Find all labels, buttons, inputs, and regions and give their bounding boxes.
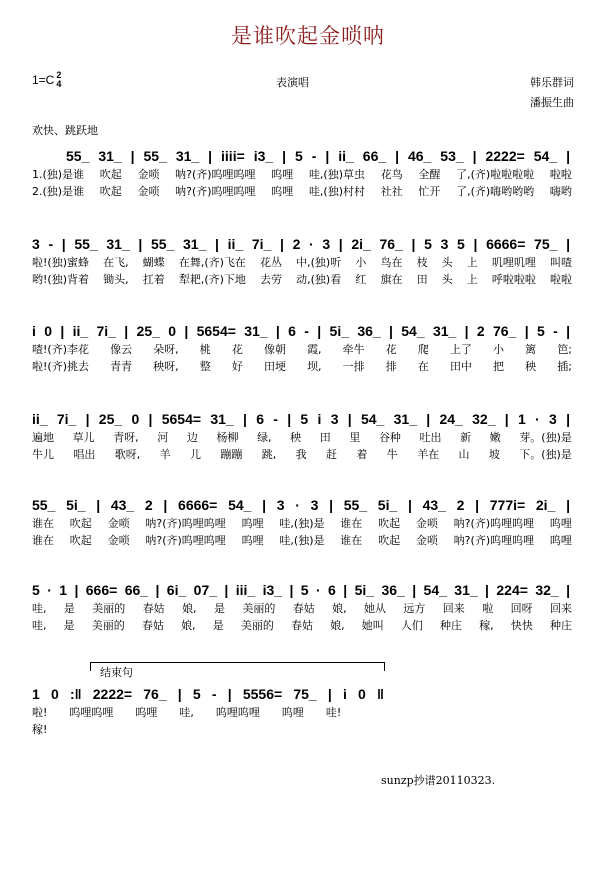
lyric-word: 在飞, (103, 256, 129, 269)
lyric-word: 吹起 (99, 168, 122, 181)
lyric-word: 鸟在 (380, 256, 403, 269)
lyric-word: 跳, (261, 448, 277, 461)
lyric-word: 喳!(齐)李花 (32, 343, 89, 356)
lyric-word: 桃 (199, 343, 211, 356)
lyric-word: 河 (157, 431, 169, 444)
lyric-word: 哇, (32, 619, 47, 632)
music-system (32, 146, 572, 200)
time-top: 2 (56, 70, 62, 80)
lyric-word: 呐?(齐)呜哩呜哩 (175, 185, 256, 198)
lyric-word: 新 (460, 431, 472, 444)
lyric-word: 她从 (364, 602, 387, 615)
lyric-word: 娘, (181, 619, 196, 632)
lyric-word: 稼, (479, 619, 494, 632)
lyric-word: 田埂 (263, 360, 286, 373)
lyric-word: 绿, (257, 431, 272, 444)
lyric-word: 呜哩 (241, 517, 264, 530)
lyric-word: 金唢 (137, 185, 160, 198)
music-system (32, 495, 572, 549)
lyric-word: 谁在 (32, 517, 54, 530)
lyric-line-2 (32, 358, 572, 375)
lyric-word: 哟!(独)背着 (32, 273, 89, 286)
lyric-line-1 (32, 166, 572, 183)
lyric-word: 谁在 (340, 534, 363, 547)
lyric-word: 中,(独)听 (296, 256, 342, 269)
lyric-word: 金唢 (415, 517, 438, 530)
lyric-word: 谁在 (340, 517, 363, 530)
lyric-word: 青呀, (113, 431, 139, 444)
lyric-word: 里 (349, 431, 361, 444)
lyric-word: 快快 (510, 619, 533, 632)
lyric-word: 赶 (326, 448, 337, 461)
lyric-word: 春姑 (292, 602, 315, 615)
lyric-word: 牛儿 (32, 448, 54, 461)
lyric-word: 叽哩叽哩 (491, 256, 536, 269)
lyric-word: 忙开 (418, 185, 441, 198)
lyric-word: 美丽的 (242, 602, 276, 615)
lyric-word: 青青 (110, 360, 133, 373)
lyric-word: 是 (213, 602, 225, 615)
lyric-word: 金唢 (137, 168, 160, 181)
transcriber-note: sunzp抄谱20110323. (381, 774, 496, 787)
lyric-line-2 (32, 721, 572, 738)
note-row: 1 0 :‖ 2222= 76_ | 5 - | 5556= 75_ | i 0 ‖ (32, 686, 384, 702)
lyric-word: 种庄 (440, 619, 463, 632)
lyric-word: 春姑 (290, 619, 313, 632)
note-row: 3 - | 55_ 31_ | 55_ 31_ | ii_ 7i_ | 2 · 3 | 2i_ 76_ | 5 3 5 | 6666= 75_ | (32, 236, 570, 252)
lyric-word: 吹起 (69, 534, 92, 547)
note-row: ii_ 7i_ | 25_ 0 | 5654= 31_ | 6 - | 5 i 3 | 54_ 31_ | 24_ 32_ | 1 · 3 | (32, 411, 570, 427)
lyric-word: 远方 (403, 602, 426, 615)
lyric-word: 我 (295, 448, 307, 461)
lyric-word: 唱出 (73, 448, 96, 461)
lyric-word: 上了 (449, 343, 472, 356)
lyricist: 韩乐群词 (530, 76, 574, 89)
lyric-word: 回呀 (510, 602, 533, 615)
lyric-word: 花鸟 (380, 168, 403, 181)
lyric-word: 啦啦 (550, 273, 572, 286)
lyric-line-1 (32, 429, 572, 446)
lyric-word: 哇! (325, 706, 342, 719)
lyric-word: 吹起 (69, 517, 92, 530)
lyric-word: 是 (63, 619, 75, 632)
lyric-word: 谷种 (378, 431, 401, 444)
lyric-word: 爬 (417, 343, 429, 356)
lyric-word: 种庄 (549, 619, 572, 632)
lyric-word: 是 (212, 619, 224, 632)
time-bottom: 4 (56, 79, 62, 89)
lyric-word: 田 (416, 273, 428, 286)
lyric-word: 小 (493, 343, 505, 356)
tempo-marking: 欢快、跳跃地 (32, 124, 98, 137)
lyric-word: 像云 (110, 343, 133, 356)
lyric-line-2 (32, 271, 572, 288)
lyric-word: 回来 (549, 602, 572, 615)
lyric-word: 社社 (380, 185, 403, 198)
lyric-word: 枝 (416, 256, 428, 269)
lyric-word: 草儿 (72, 431, 95, 444)
lyric-word: 呜哩呜哩 (69, 706, 114, 719)
lyric-word: 霞, (307, 343, 322, 356)
lyric-word: 上 (466, 273, 478, 286)
lyric-word: 田 (319, 431, 331, 444)
lyric-word: 嗨哟 (549, 185, 572, 198)
lyric-word: 哇,(独)是 (279, 534, 325, 547)
lyric-line-2 (32, 446, 572, 463)
lyric-line-2 (32, 183, 572, 200)
lyric-word: 犁耙,(齐)下地 (178, 273, 246, 286)
lyric-word: 牵牛 (342, 343, 365, 356)
lyric-word: 谁在 (32, 534, 54, 547)
lyric-word: 啦!(齐)挑去 (32, 360, 89, 373)
lyric-word: 金唢 (107, 517, 130, 530)
lyric-word: 全醒 (418, 168, 441, 181)
lyric-word: 羊 (159, 448, 171, 461)
lyric-word: 哇,(独)是 (279, 517, 325, 530)
lyric-word: 呜哩 (271, 185, 294, 198)
lyric-word: 蹦蹦 (220, 448, 243, 461)
lyric-word: 呜哩 (271, 168, 294, 181)
lyric-word: 春姑 (142, 602, 165, 615)
lyric-word: 呜哩呜哩 (215, 706, 260, 719)
lyric-word: 一排 (342, 360, 365, 373)
performance-style: 表演唱 (276, 76, 309, 89)
lyric-word: 呜哩 (549, 534, 572, 547)
lyric-word: 羊在 (417, 448, 440, 461)
lyric-word: 金唢 (107, 534, 130, 547)
lyric-word: 了,(齐)嗨哟哟哟 (456, 185, 535, 198)
lyric-word: 牛 (386, 448, 398, 461)
music-system (32, 234, 572, 288)
lyric-word: 小 (355, 256, 367, 269)
lyric-word: 啦 (482, 602, 494, 615)
lyric-word: 1.(独)是谁 (32, 168, 85, 181)
lyric-word: 秧呀, (153, 360, 179, 373)
note-row: 5 · 1 | 666= 66_ | 6i_ 07_ | iii_ i3_ | 5 · 6 | 5i_ 36_ | 54_ 31_ | 224= 32_ | (32, 582, 570, 598)
lyric-word: 歌呀, (114, 448, 141, 461)
key-signature (32, 71, 61, 89)
music-system (32, 321, 572, 375)
lyric-word: 上 (466, 256, 478, 269)
lyric-word: 呐?(齐)呜哩呜哩 (453, 517, 535, 530)
lyric-word: 啦啦 (549, 168, 572, 181)
lyric-word: 去劳 (260, 273, 283, 286)
lyric-word: 山 (458, 448, 470, 461)
time-signature (56, 71, 61, 89)
lyric-word: 呐?(齐)呜哩呜哩 (453, 534, 535, 547)
lyric-word: 叫喳 (550, 256, 572, 269)
lyric-word: 稼! (32, 723, 48, 736)
music-system (32, 580, 572, 634)
lyric-word: 呜哩 (549, 517, 572, 530)
lyric-word: 呐?(齐)呜哩呜哩 (175, 168, 256, 181)
lyric-line-1 (32, 254, 572, 271)
lyric-word: 头 (441, 256, 453, 269)
lyric-word: 花丛 (260, 256, 283, 269)
lyric-word: 动,(独)看 (296, 273, 342, 286)
note-row: 55_ 31_ | 55_ 31_ | iiii= i3_ | 5 - | ii_ 66_ | 46_ 53_ | 2222= 54_ | (66, 148, 570, 164)
ending-label: 结束句 (100, 666, 133, 679)
composer: 潘振生曲 (530, 96, 574, 109)
lyric-word: 篱 (525, 343, 537, 356)
lyric-word: 花 (231, 343, 243, 356)
lyric-word: 呐?(齐)呜哩呜哩 (145, 517, 226, 530)
lyric-word: 哇,(独)草虫 (308, 168, 366, 181)
lyric-word: 坝, (307, 360, 322, 373)
lyric-word: 在舞,(齐)飞在 (178, 256, 246, 269)
lyric-word: 嫩 (489, 431, 501, 444)
lyric-word: 把 (493, 360, 505, 373)
lyric-word: 朵呀, (153, 343, 179, 356)
lyric-word: 了,(齐)啦啦啦啦 (456, 168, 535, 181)
lyric-word: 红 (355, 273, 367, 286)
lyric-word: 吹起 (378, 517, 401, 530)
lyric-word: 花 (385, 343, 397, 356)
lyric-word: 笆; (557, 343, 572, 356)
key: 1=C (32, 73, 55, 87)
lyric-word: 芽。(独)是 (519, 431, 572, 444)
lyric-word: 蝴蝶 (142, 256, 165, 269)
lyric-word: 头 (441, 273, 453, 286)
lyric-word: 呜哩 (135, 706, 158, 719)
lyric-word: 呜哩 (241, 534, 264, 547)
lyric-word: 像朝 (263, 343, 286, 356)
lyric-line-1 (32, 515, 572, 532)
lyric-word: 吹起 (99, 185, 122, 198)
lyric-line-2 (32, 532, 572, 549)
lyric-word: 插; (557, 360, 572, 373)
lyric-word: 锄头, (103, 273, 129, 286)
lyric-line-2 (32, 617, 572, 634)
music-system (32, 409, 572, 463)
lyric-word: 美丽的 (240, 619, 274, 632)
lyric-word: 下。(独)是 (519, 448, 572, 461)
lyric-word: 2.(独)是谁 (32, 185, 85, 198)
lyric-word: 秧 (290, 431, 302, 444)
lyric-word: 在 (417, 360, 429, 373)
lyric-line-1 (32, 600, 572, 617)
lyric-word: 回来 (442, 602, 465, 615)
lyric-word: 吐出 (419, 431, 442, 444)
lyric-word: 儿 (190, 448, 201, 461)
lyric-word: 边 (186, 431, 198, 444)
lyric-word: 娘, (332, 602, 347, 615)
lyric-word: 哇,(独)村村 (308, 185, 366, 198)
lyric-word: 扛着 (142, 273, 165, 286)
lyric-word: 杨柳 (216, 431, 239, 444)
lyric-word: 啦!(独)蜜蜂 (32, 256, 89, 269)
lyric-word: 春姑 (141, 619, 164, 632)
note-row: 55_ 5i_ | 43_ 2 | 6666= 54_ | 3 · 3 | 55_ 5i_ | 43_ 2 | 777i= 2i_ | (32, 497, 570, 513)
lyric-word: 呼啦啦啦 (491, 273, 536, 286)
lyric-word: 美丽的 (91, 619, 125, 632)
lyric-word: 旗在 (380, 273, 403, 286)
lyric-word: 着 (356, 448, 368, 461)
lyric-word: 娘, (330, 619, 345, 632)
lyric-word: 人们 (400, 619, 423, 632)
lyric-word: 好 (231, 360, 243, 373)
lyric-word: 呜哩 (281, 706, 304, 719)
note-row: i 0 | ii_ 7i_ | 25_ 0 | 5654= 31_ | 6 - | 5i_ 36_ | 54_ 31_ | 2 76_ | 5 - | (32, 323, 570, 339)
lyric-word: 遍地 (32, 431, 54, 444)
lyric-word: 哇, (179, 706, 194, 719)
lyric-word: 她叫 (361, 619, 384, 632)
lyric-word: 金唢 (415, 534, 438, 547)
lyric-word: 田中 (449, 360, 472, 373)
lyric-word: 啦! (32, 706, 48, 719)
lyric-line-1 (32, 341, 572, 358)
lyric-word: 是 (63, 602, 75, 615)
music-system (32, 684, 572, 738)
lyric-word: 秧 (525, 360, 537, 373)
lyric-word: 呐?(齐)呜哩呜哩 (145, 534, 226, 547)
lyric-line-1 (32, 704, 572, 721)
lyric-word: 娘, (182, 602, 197, 615)
lyric-word: 排 (385, 360, 397, 373)
song-title: 是谁吹起金唢呐 (231, 24, 385, 48)
lyric-word: 坡 (488, 448, 500, 461)
lyric-word: 美丽的 (92, 602, 126, 615)
lyric-word: 哇, (32, 602, 47, 615)
lyric-word: 吹起 (378, 534, 401, 547)
ending-bracket (90, 662, 385, 671)
lyric-word: 整 (199, 360, 211, 373)
